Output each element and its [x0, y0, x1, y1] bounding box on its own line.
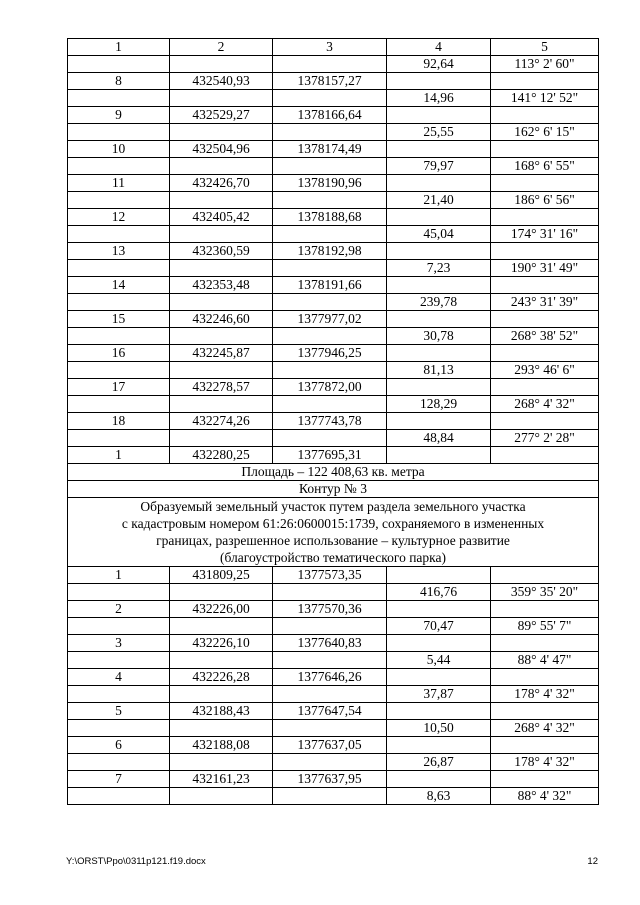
empty-cell	[387, 277, 491, 294]
empty-cell	[273, 652, 387, 669]
empty-cell	[68, 192, 170, 209]
x-coordinate: 432188,08	[170, 737, 273, 754]
x-coordinate: 432188,43	[170, 703, 273, 720]
empty-cell	[273, 192, 387, 209]
point-number: 4	[68, 669, 170, 686]
empty-cell	[387, 345, 491, 362]
empty-cell	[387, 737, 491, 754]
empty-cell	[273, 56, 387, 73]
x-coordinate: 432504,96	[170, 141, 273, 158]
empty-cell	[491, 209, 599, 226]
empty-cell	[68, 652, 170, 669]
segment-row	[68, 294, 599, 311]
empty-cell	[387, 209, 491, 226]
description-line: с кадастровым номером 61:26:0600015:1739, сохраняемого в измененных	[121, 516, 545, 531]
y-coordinate: 1378157,27	[273, 73, 387, 90]
y-coordinate: 1377946,25	[273, 345, 387, 362]
x-coordinate: 432246,60	[170, 311, 273, 328]
segment-row	[68, 430, 599, 447]
empty-cell	[273, 788, 387, 805]
x-coordinate: 432353,48	[170, 277, 273, 294]
empty-cell	[68, 124, 170, 141]
y-coordinate: 1377570,36	[273, 601, 387, 618]
empty-cell	[273, 328, 387, 345]
empty-cell	[273, 754, 387, 771]
empty-cell	[273, 396, 387, 413]
segment-row	[68, 226, 599, 243]
point-row	[68, 345, 599, 362]
empty-cell	[68, 618, 170, 635]
empty-cell	[170, 720, 273, 737]
empty-cell	[170, 618, 273, 635]
empty-cell	[387, 601, 491, 618]
segment-row	[68, 158, 599, 175]
point-row	[68, 379, 599, 396]
segment-length: 70,47	[387, 618, 491, 635]
empty-cell	[387, 243, 491, 260]
segment-row	[68, 720, 599, 737]
point-number: 8	[68, 73, 170, 90]
x-coordinate: 431809,25	[170, 567, 273, 584]
point-row	[68, 107, 599, 124]
direction-angle: 186° 6' 56"	[491, 192, 599, 209]
segment-length: 7,23	[387, 260, 491, 277]
empty-cell	[68, 158, 170, 175]
segment-row	[68, 90, 599, 107]
point-number: 17	[68, 379, 170, 396]
segment-row	[68, 192, 599, 209]
empty-cell	[387, 771, 491, 788]
header-cell-2: 2	[170, 39, 273, 56]
empty-cell	[387, 311, 491, 328]
empty-cell	[387, 703, 491, 720]
empty-cell	[170, 226, 273, 243]
empty-cell	[170, 124, 273, 141]
empty-cell	[491, 311, 599, 328]
segment-row	[68, 652, 599, 669]
y-coordinate: 1377573,35	[273, 567, 387, 584]
direction-angle: 88° 4' 32"	[491, 788, 599, 805]
point-number: 10	[68, 141, 170, 158]
segment-length: 10,50	[387, 720, 491, 737]
segment-length: 25,55	[387, 124, 491, 141]
segment-length: 5,44	[387, 652, 491, 669]
direction-angle: 277° 2' 28"	[491, 430, 599, 447]
empty-cell	[491, 669, 599, 686]
x-coordinate: 432540,93	[170, 73, 273, 90]
empty-cell	[387, 413, 491, 430]
empty-cell	[491, 107, 599, 124]
y-coordinate: 1378192,98	[273, 243, 387, 260]
area-summary: Площадь – 122 408,63 кв. метра	[68, 464, 599, 481]
y-coordinate: 1377637,05	[273, 737, 387, 754]
y-coordinate: 1378166,64	[273, 107, 387, 124]
segment-row	[68, 396, 599, 413]
page-number: 12	[587, 856, 598, 867]
segment-length: 416,76	[387, 584, 491, 601]
empty-cell	[491, 635, 599, 652]
direction-angle: 162° 6' 15"	[491, 124, 599, 141]
empty-cell	[491, 601, 599, 618]
segment-length: 14,96	[387, 90, 491, 107]
point-row	[68, 413, 599, 430]
empty-cell	[491, 243, 599, 260]
y-coordinate: 1377647,54	[273, 703, 387, 720]
empty-cell	[170, 328, 273, 345]
empty-cell	[491, 345, 599, 362]
empty-cell	[170, 686, 273, 703]
segment-length: 128,29	[387, 396, 491, 413]
header-cell-3: 3	[273, 39, 387, 56]
segment-row	[68, 56, 599, 73]
contour-title-row	[68, 481, 599, 498]
point-row	[68, 771, 599, 788]
empty-cell	[491, 567, 599, 584]
segment-row	[68, 788, 599, 805]
point-row	[68, 277, 599, 294]
empty-cell	[273, 260, 387, 277]
point-row	[68, 175, 599, 192]
empty-cell	[387, 567, 491, 584]
x-coordinate: 432360,59	[170, 243, 273, 260]
empty-cell	[273, 720, 387, 737]
empty-cell	[170, 652, 273, 669]
empty-cell	[170, 362, 273, 379]
point-number: 2	[68, 601, 170, 618]
direction-angle: 141° 12' 52"	[491, 90, 599, 107]
empty-cell	[387, 141, 491, 158]
direction-angle: 268° 38' 52"	[491, 328, 599, 345]
x-coordinate: 432405,42	[170, 209, 273, 226]
segment-row	[68, 618, 599, 635]
point-number: 16	[68, 345, 170, 362]
empty-cell	[170, 788, 273, 805]
segment-length: 92,64	[387, 56, 491, 73]
x-coordinate: 432226,10	[170, 635, 273, 652]
empty-cell	[387, 107, 491, 124]
direction-angle: 268° 4' 32"	[491, 396, 599, 413]
empty-cell	[68, 584, 170, 601]
point-number: 15	[68, 311, 170, 328]
empty-cell	[68, 90, 170, 107]
x-coordinate: 432274,26	[170, 413, 273, 430]
y-coordinate: 1377743,78	[273, 413, 387, 430]
empty-cell	[68, 294, 170, 311]
empty-cell	[68, 260, 170, 277]
point-number: 5	[68, 703, 170, 720]
empty-cell	[170, 754, 273, 771]
segment-length: 26,87	[387, 754, 491, 771]
empty-cell	[170, 430, 273, 447]
empty-cell	[273, 686, 387, 703]
segment-length: 79,97	[387, 158, 491, 175]
point-number: 1	[68, 567, 170, 584]
empty-cell	[68, 396, 170, 413]
direction-angle: 268° 4' 32"	[491, 720, 599, 737]
header-cell-1: 1	[68, 39, 170, 56]
parcel-description	[68, 498, 599, 567]
document-path: Y:\ORST\Ppo\0311p121.f19.docx	[66, 856, 206, 867]
y-coordinate: 1377977,02	[273, 311, 387, 328]
direction-angle: 88° 4' 47"	[491, 652, 599, 669]
empty-cell	[273, 226, 387, 243]
empty-cell	[170, 584, 273, 601]
segment-row	[68, 124, 599, 141]
description-line: Образуемый земельный участок путем раздела земельного участка	[140, 499, 526, 514]
segment-row	[68, 362, 599, 379]
empty-cell	[491, 379, 599, 396]
empty-cell	[491, 141, 599, 158]
empty-cell	[491, 737, 599, 754]
description-row	[68, 498, 599, 567]
empty-cell	[387, 73, 491, 90]
direction-angle: 243° 31' 39"	[491, 294, 599, 311]
empty-cell	[387, 635, 491, 652]
direction-angle: 113° 2' 60"	[491, 56, 599, 73]
point-row	[68, 567, 599, 584]
empty-cell	[170, 56, 273, 73]
x-coordinate: 432161,23	[170, 771, 273, 788]
y-coordinate: 1377695,31	[273, 447, 387, 464]
point-number: 3	[68, 635, 170, 652]
point-number: 14	[68, 277, 170, 294]
point-row	[68, 209, 599, 226]
point-number: 1	[68, 447, 170, 464]
segment-row	[68, 328, 599, 345]
empty-cell	[387, 447, 491, 464]
y-coordinate: 1378190,96	[273, 175, 387, 192]
empty-cell	[491, 447, 599, 464]
point-number: 9	[68, 107, 170, 124]
empty-cell	[491, 175, 599, 192]
y-coordinate: 1377872,00	[273, 379, 387, 396]
point-number: 18	[68, 413, 170, 430]
header-cell-4: 4	[387, 39, 491, 56]
y-coordinate: 1378191,66	[273, 277, 387, 294]
empty-cell	[387, 175, 491, 192]
empty-cell	[273, 124, 387, 141]
segment-row	[68, 584, 599, 601]
empty-cell	[387, 379, 491, 396]
segment-row	[68, 260, 599, 277]
point-row	[68, 73, 599, 90]
empty-cell	[170, 158, 273, 175]
segment-length: 48,84	[387, 430, 491, 447]
y-coordinate: 1377637,95	[273, 771, 387, 788]
x-coordinate: 432226,28	[170, 669, 273, 686]
point-row	[68, 601, 599, 618]
empty-cell	[273, 584, 387, 601]
x-coordinate: 432226,00	[170, 601, 273, 618]
segment-row	[68, 754, 599, 771]
empty-cell	[170, 396, 273, 413]
x-coordinate: 432529,27	[170, 107, 273, 124]
point-row	[68, 141, 599, 158]
empty-cell	[491, 277, 599, 294]
direction-angle: 359° 35' 20"	[491, 584, 599, 601]
empty-cell	[170, 90, 273, 107]
direction-angle: 178° 4' 32"	[491, 686, 599, 703]
empty-cell	[68, 686, 170, 703]
point-row	[68, 737, 599, 754]
empty-cell	[273, 158, 387, 175]
header-row	[68, 39, 599, 56]
segment-length: 81,13	[387, 362, 491, 379]
direction-angle: 190° 31' 49"	[491, 260, 599, 277]
segment-length: 239,78	[387, 294, 491, 311]
point-number: 7	[68, 771, 170, 788]
direction-angle: 174° 31' 16"	[491, 226, 599, 243]
empty-cell	[68, 56, 170, 73]
empty-cell	[273, 430, 387, 447]
x-coordinate: 432278,57	[170, 379, 273, 396]
empty-cell	[170, 192, 273, 209]
x-coordinate: 432426,70	[170, 175, 273, 192]
segment-length: 8,63	[387, 788, 491, 805]
empty-cell	[68, 328, 170, 345]
empty-cell	[68, 362, 170, 379]
empty-cell	[68, 720, 170, 737]
segment-length: 21,40	[387, 192, 491, 209]
direction-angle: 89° 55' 7"	[491, 618, 599, 635]
empty-cell	[170, 294, 273, 311]
empty-cell	[491, 703, 599, 720]
point-row	[68, 635, 599, 652]
coordinates-table	[67, 38, 599, 805]
y-coordinate: 1377640,83	[273, 635, 387, 652]
point-number: 13	[68, 243, 170, 260]
empty-cell	[68, 430, 170, 447]
description-line: (благоустройство тематического парка)	[220, 550, 446, 565]
empty-cell	[491, 771, 599, 788]
empty-cell	[68, 788, 170, 805]
header-cell-5: 5	[491, 39, 599, 56]
point-number: 6	[68, 737, 170, 754]
point-row	[68, 703, 599, 720]
direction-angle: 168° 6' 55"	[491, 158, 599, 175]
y-coordinate: 1377646,26	[273, 669, 387, 686]
area-summary-row	[68, 464, 599, 481]
x-coordinate: 432280,25	[170, 447, 273, 464]
direction-angle: 178° 4' 32"	[491, 754, 599, 771]
description-line: границах, разрешенное использование – культурное развитие	[156, 533, 510, 548]
point-number: 11	[68, 175, 170, 192]
empty-cell	[68, 226, 170, 243]
point-row	[68, 447, 599, 464]
empty-cell	[491, 413, 599, 430]
x-coordinate: 432245,87	[170, 345, 273, 362]
empty-cell	[68, 754, 170, 771]
contour-title: Контур № 3	[68, 481, 599, 498]
point-row	[68, 311, 599, 328]
empty-cell	[491, 73, 599, 90]
empty-cell	[273, 362, 387, 379]
segment-length: 30,78	[387, 328, 491, 345]
point-row	[68, 669, 599, 686]
point-number: 12	[68, 209, 170, 226]
direction-angle: 293° 46' 6"	[491, 362, 599, 379]
y-coordinate: 1378188,68	[273, 209, 387, 226]
empty-cell	[273, 618, 387, 635]
empty-cell	[387, 669, 491, 686]
segment-length: 37,87	[387, 686, 491, 703]
y-coordinate: 1378174,49	[273, 141, 387, 158]
empty-cell	[273, 294, 387, 311]
empty-cell	[273, 90, 387, 107]
point-row	[68, 243, 599, 260]
empty-cell	[170, 260, 273, 277]
segment-length: 45,04	[387, 226, 491, 243]
segment-row	[68, 686, 599, 703]
